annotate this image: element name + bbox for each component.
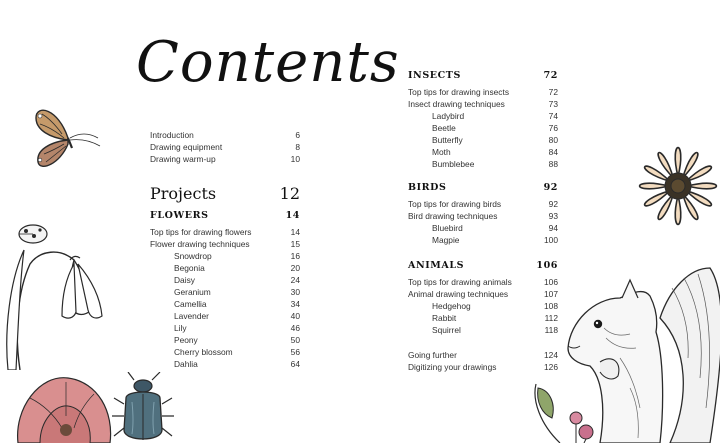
flowers-sub-entry-page-number: 24 bbox=[290, 275, 300, 285]
animals-heading-page-number: 106 bbox=[536, 260, 558, 271]
animals-sub-entry-label: Rabbit bbox=[432, 313, 457, 323]
animals-entry-label: Top tips for drawing animals bbox=[408, 277, 512, 287]
birds-sub-entry bbox=[432, 223, 558, 234]
flowers-sub-entry bbox=[174, 311, 300, 322]
birds-sub-entry-page-number: 94 bbox=[548, 223, 558, 233]
flowers-sub-entry-page-number: 16 bbox=[290, 251, 300, 261]
flowers-sub-entry bbox=[174, 263, 300, 274]
animals-sub-entry bbox=[432, 325, 558, 336]
insects-heading bbox=[408, 70, 558, 82]
daisy-illustration bbox=[626, 124, 720, 258]
beetle-illustration bbox=[112, 372, 174, 443]
flowers-heading-page-number: 14 bbox=[285, 210, 300, 221]
birds-heading-page-number: 92 bbox=[543, 182, 558, 193]
insects-sub-entry-page-number: 76 bbox=[548, 123, 558, 133]
insects-heading-page-number: 72 bbox=[543, 70, 558, 81]
animals-heading-label: ANIMALS bbox=[408, 260, 465, 271]
animals-entry bbox=[408, 289, 558, 300]
animals-heading bbox=[408, 260, 558, 272]
insects-entry bbox=[408, 87, 558, 98]
flowers-sub-entry-label: Daisy bbox=[174, 275, 195, 285]
insects-sub-entry-label: Ladybird bbox=[432, 111, 465, 121]
intro-entry-page-number: 6 bbox=[295, 130, 300, 140]
flowers-entry bbox=[150, 227, 300, 238]
intro-entry-label: Drawing warm-up bbox=[150, 154, 216, 164]
animals-entry-label: Animal drawing techniques bbox=[408, 289, 509, 299]
flowers-sub-entry-page-number: 56 bbox=[290, 347, 300, 357]
flowers-entry-page-number: 14 bbox=[290, 227, 300, 237]
insects-sub-entry-page-number: 74 bbox=[548, 111, 558, 121]
birds-sub-entry-page-number: 100 bbox=[544, 235, 558, 245]
flowers-sub-entry bbox=[174, 347, 300, 358]
flowers-sub-entry-label: Lavender bbox=[174, 311, 209, 321]
end-entry-page-number: 124 bbox=[544, 350, 558, 360]
birds-entry-label: Top tips for drawing birds bbox=[408, 199, 502, 209]
birds-entry-page-number: 93 bbox=[548, 211, 558, 221]
intro-entry-label: Introduction bbox=[150, 130, 194, 140]
animals-sub-entry-page-number: 118 bbox=[544, 325, 558, 335]
flowers-sub-entry-page-number: 30 bbox=[290, 287, 300, 297]
intro-entry-page-number: 10 bbox=[290, 154, 300, 164]
cherry-blossom-illustration bbox=[530, 380, 610, 443]
insects-sub-entry-label: Moth bbox=[432, 147, 451, 157]
flowers-entry-label: Top tips for drawing flowers bbox=[150, 227, 252, 237]
intro-entry bbox=[150, 142, 300, 153]
flowers-sub-entry-label: Dahlia bbox=[174, 359, 198, 369]
end-entry bbox=[408, 362, 558, 373]
insects-sub-entry bbox=[432, 135, 558, 146]
animals-sub-entry bbox=[432, 301, 558, 312]
end-entry-label: Digitizing your drawings bbox=[408, 362, 497, 372]
animals-sub-entry-label: Squirrel bbox=[432, 325, 461, 335]
birds-entry-label: Bird drawing techniques bbox=[408, 211, 498, 221]
insects-heading-label: INSECTS bbox=[408, 70, 461, 81]
flowers-sub-entry bbox=[174, 275, 300, 286]
animals-entry-page-number: 106 bbox=[544, 277, 558, 287]
insects-sub-entry-page-number: 88 bbox=[548, 159, 558, 169]
flowers-entry-page-number: 15 bbox=[290, 239, 300, 249]
end-entry bbox=[408, 350, 558, 361]
insects-sub-entry-label: Beetle bbox=[432, 123, 456, 133]
animals-sub-entry-label: Hedgehog bbox=[432, 301, 471, 311]
flowers-sub-entry bbox=[174, 335, 300, 346]
flowers-sub-entry-label: Camellia bbox=[174, 299, 207, 309]
flowers-entry bbox=[150, 239, 300, 250]
butterfly-illustration bbox=[28, 98, 108, 178]
intro-entry bbox=[150, 130, 300, 141]
flowers-sub-entry-page-number: 64 bbox=[290, 359, 300, 369]
flowers-sub-entry bbox=[174, 323, 300, 334]
birds-heading bbox=[408, 182, 558, 194]
intro-entry bbox=[150, 154, 300, 165]
projects-heading bbox=[150, 185, 300, 203]
insects-entry bbox=[408, 99, 558, 110]
animals-sub-entry bbox=[432, 313, 558, 324]
insects-sub-entry-page-number: 80 bbox=[548, 135, 558, 145]
flowers-sub-entry-label: Cherry blossom bbox=[174, 347, 233, 357]
insects-entry-label: Insect drawing techniques bbox=[408, 99, 505, 109]
insects-sub-entry-page-number: 84 bbox=[548, 147, 558, 157]
projects-heading-page-number: 12 bbox=[279, 184, 300, 203]
birds-heading-label: BIRDS bbox=[408, 182, 447, 193]
birds-sub-entry bbox=[432, 235, 558, 246]
flowers-sub-entry-page-number: 20 bbox=[290, 263, 300, 273]
flowers-sub-entry-page-number: 34 bbox=[290, 299, 300, 309]
flowers-sub-entry-page-number: 46 bbox=[290, 323, 300, 333]
flowers-sub-entry-label: Lily bbox=[174, 323, 187, 333]
animals-sub-entry-page-number: 108 bbox=[544, 301, 558, 311]
animals-sub-entry-page-number: 112 bbox=[544, 313, 558, 323]
birds-entry-page-number: 92 bbox=[548, 199, 558, 209]
insects-entry-label: Top tips for drawing insects bbox=[408, 87, 510, 97]
flowers-heading bbox=[150, 210, 300, 222]
end-entry-page-number: 126 bbox=[544, 362, 558, 372]
flowers-sub-entry bbox=[174, 359, 300, 370]
animals-entry bbox=[408, 277, 558, 288]
flowers-sub-entry bbox=[174, 287, 300, 298]
flowers-heading-label: FLOWERS bbox=[150, 210, 209, 221]
insects-entry-page-number: 72 bbox=[548, 87, 558, 97]
flowers-sub-entry-label: Peony bbox=[174, 335, 198, 345]
page-title: Contents bbox=[136, 30, 400, 95]
ladybird-illustration bbox=[16, 222, 50, 246]
birds-entry bbox=[408, 211, 558, 222]
flowers-sub-entry-label: Geranium bbox=[174, 287, 211, 297]
intro-entry-label: Drawing equipment bbox=[150, 142, 223, 152]
intro-entry-page-number: 8 bbox=[295, 142, 300, 152]
pink-flower-illustration bbox=[10, 368, 120, 443]
birds-sub-entry-label: Magpie bbox=[432, 235, 460, 245]
animals-entry-page-number: 107 bbox=[544, 289, 558, 299]
insects-sub-entry bbox=[432, 123, 558, 134]
insects-sub-entry bbox=[432, 111, 558, 122]
insects-sub-entry-label: Butterfly bbox=[432, 135, 463, 145]
flowers-sub-entry bbox=[174, 251, 300, 262]
flowers-sub-entry-label: Begonia bbox=[174, 263, 205, 273]
insects-sub-entry bbox=[432, 147, 558, 158]
projects-heading-label: Projects bbox=[150, 184, 217, 203]
flowers-sub-entry-page-number: 40 bbox=[290, 311, 300, 321]
end-entry-label: Going further bbox=[408, 350, 457, 360]
flowers-sub-entry bbox=[174, 299, 300, 310]
flowers-sub-entry-label: Snowdrop bbox=[174, 251, 212, 261]
birds-entry bbox=[408, 199, 558, 210]
birds-sub-entry-label: Bluebird bbox=[432, 223, 463, 233]
flowers-entry-label: Flower drawing techniques bbox=[150, 239, 250, 249]
insects-sub-entry-label: Bumblebee bbox=[432, 159, 475, 169]
flowers-sub-entry-page-number: 50 bbox=[290, 335, 300, 345]
insects-sub-entry bbox=[432, 159, 558, 170]
insects-entry-page-number: 73 bbox=[548, 99, 558, 109]
